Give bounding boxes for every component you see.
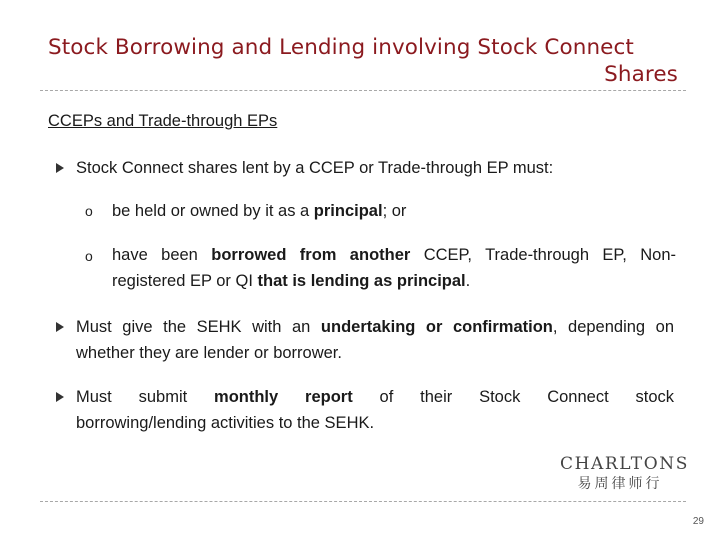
section-subheading: CCEPs and Trade-through EPs <box>48 112 278 130</box>
bullet-text-2-line-2: whether they are lender or borrower. <box>76 344 342 362</box>
slide-title-line-1: Stock Borrowing and Lending involving Stock Connect <box>48 35 634 60</box>
slide-title <box>48 34 678 88</box>
sub-bullet-marker-1: o <box>85 203 93 219</box>
footer-divider <box>40 501 686 502</box>
logo-english: CHARLTONS <box>560 454 690 474</box>
page-number: 29 <box>692 516 704 527</box>
sub-bullet-text-2-line-1: have been borrowed from another CCEP, Trade-through EP, Non- <box>112 246 676 264</box>
triangle-right-icon <box>56 163 64 173</box>
bullet-text-1: Stock Connect shares lent by a CCEP or Trade-through EP must: <box>76 159 554 177</box>
charltons-logo <box>560 453 690 493</box>
sub-bullet-text-2-line-2: registered EP or QI that is lending as principal. <box>112 272 471 290</box>
logo-chinese: 易周律师行 <box>577 476 663 492</box>
title-divider <box>40 90 686 91</box>
bullet-text-3-line-1: Must submit monthly report of their Stock Connect stock <box>76 388 675 406</box>
bullet-text-2-line-1: Must give the SEHK with an undertaking or confirmation, depending on <box>76 318 674 336</box>
triangle-right-icon <box>56 322 64 332</box>
slide-title-line-2: Shares <box>604 62 678 87</box>
sub-bullet-text-1: be held or owned by it as a principal; or <box>112 202 407 220</box>
bullet-text-3-line-2: borrowing/lending activities to the SEHK. <box>76 414 375 432</box>
triangle-right-icon <box>56 392 64 402</box>
sub-bullet-marker-2: o <box>85 248 93 264</box>
